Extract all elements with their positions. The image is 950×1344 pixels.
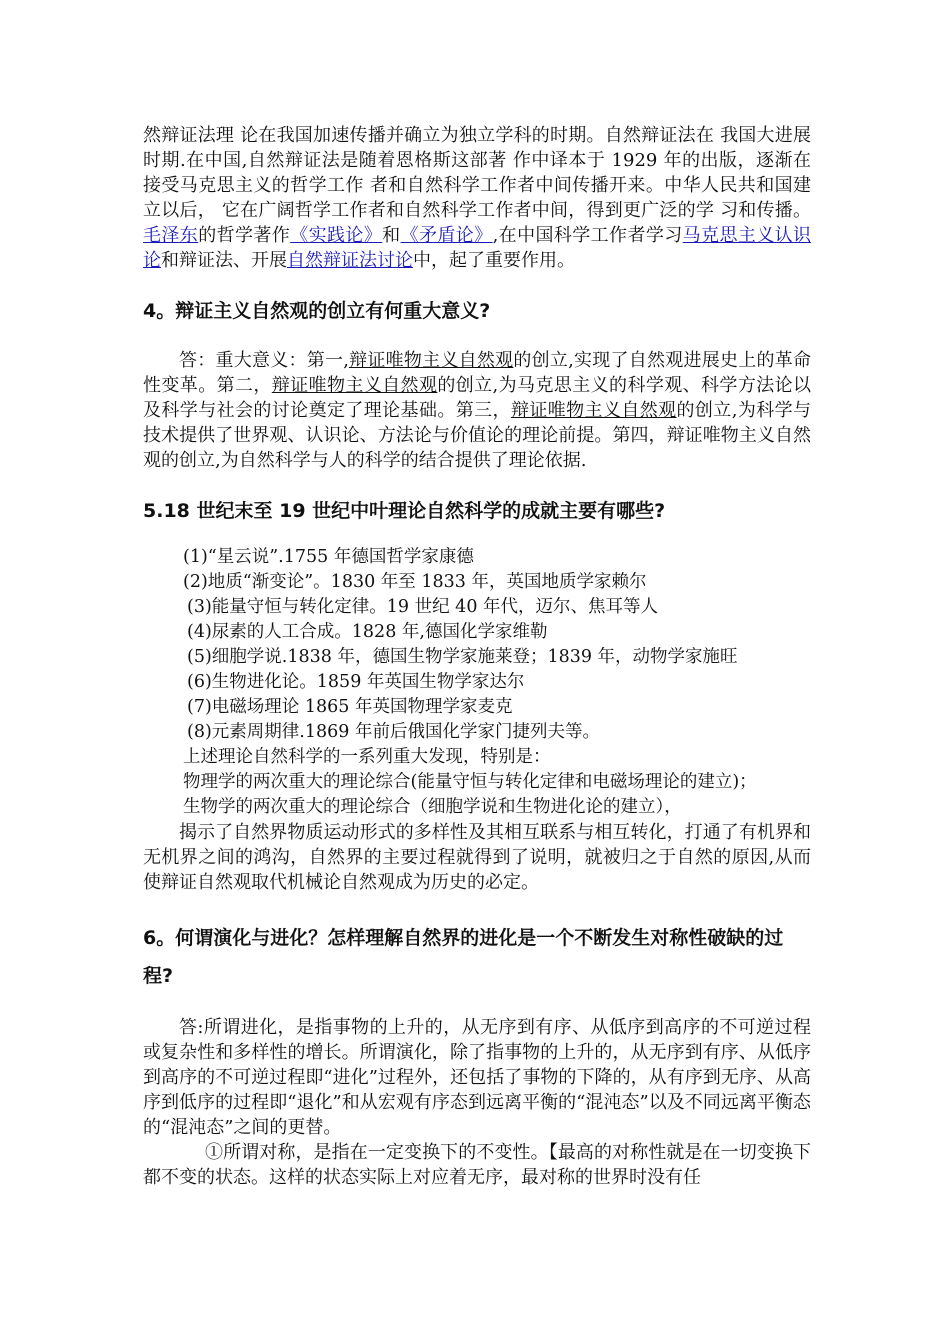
- summary-line-2: 物理学的两次重大的理论综合(能量守恒与转化定律和电磁场理论的建立)；: [183, 772, 757, 792]
- link-mao-zedong[interactable]: 毛泽东: [143, 225, 199, 246]
- question-4-answer: [143, 348, 811, 473]
- intro-text-4: ,在中国科学工作者学习: [492, 225, 683, 246]
- list-item: (4)尿素的人工合成。1828 年,德国化学家维勒: [187, 622, 548, 642]
- q4-text-2: 的创立,实现了自然观进展史上的革命性变革。第二，: [143, 350, 811, 396]
- intro-text-5: 和辩证法、开展: [161, 250, 287, 271]
- summary-line-1: 上述理论自然科学的一系列重大发现，特别是：: [183, 747, 551, 767]
- link-maodun-lun[interactable]: 《矛盾论》: [400, 225, 493, 246]
- question-6-heading: 6。何谓演化与进化？怎样理解自然界的进化是一个不断发生对称性破缺的过程?: [143, 927, 784, 987]
- list-item: (3)能量守恒与转化定律。19 世纪 40 年代，迈尔、焦耳等人: [187, 597, 659, 617]
- intro-text-6: 中，起了重要作用。: [413, 250, 575, 271]
- intro-paragraph: [143, 123, 811, 273]
- link-shijian-lun[interactable]: 《实践论》: [290, 225, 383, 246]
- list-item: (8)元素周期律.1869 年前后俄国化学家门捷列夫等。: [187, 722, 600, 742]
- achievement-list: [143, 545, 811, 745]
- q4-underlined-term-3: 辩证唯物主义自然观: [510, 400, 677, 421]
- question-6-answer: 答:所谓进化，是指事物的上升的，从无序到有序、从低序到高序的不可逆过程或复杂性和多样性的增长。所谓演化，除了指事物的上升的，从无序到有序、从低序到高序的不可逆过程即“进化”过程外，还包括了事物的下降的，从有序到无序、从高序到低序的过程即“退化”和从宏观有序态到远离平衡的“混沌态”以及不同远离平衡态的“混沌态”之间的更替。: [143, 1017, 811, 1138]
- intro-text-2: 的哲学著作: [198, 225, 291, 246]
- document-page: [143, 123, 811, 1190]
- list-item: (1)“星云说”.1755 年德国哲学家康德: [183, 547, 474, 567]
- summary-line-3: 生物学的两次重大的理论综合（细胞学说和生物进化论的建立），: [183, 797, 682, 817]
- q4-underlined-term-2: 辩证唯物主义自然观: [271, 375, 438, 396]
- link-marxist-epistemology[interactable]: 马克思主义认识论: [143, 225, 812, 271]
- q4-text-3: 的创立,为马克思主义的科学观、科学方法论以及科学与社会的讨论奠定了理论基础。第三，: [143, 375, 812, 421]
- q4-text-4: 的创立,为科学与技术提供了世界观、认识论、方法论与价值论的理论前提。第四，辩证唯物主义自然观的创立,为自然科学与人的科学的结合提供了理论依据.: [143, 400, 812, 471]
- symmetry-paragraph: ①所谓对称，是指在一定变换下的不变性。【最高的对称性就是在一切变换下都不变的状态。这样的状态实际上对应着无序，最对称的世界时没有任: [143, 1142, 811, 1188]
- list-item: (2)地质“渐变论”。1830 年至 1833 年，英国地质学家赖尔: [183, 572, 647, 592]
- q4-text-1: 答：重大意义：第一,: [179, 350, 349, 371]
- list-item: (7)电磁场理论 1865 年英国物理学家麦克: [187, 697, 513, 717]
- q4-underlined-term-1: 辩证唯物主义自然观: [348, 350, 514, 371]
- list-item: (5)细胞学说.1838 年，德国生物学家施莱登；1839 年，动物学家施旺: [187, 647, 738, 667]
- link-dialectics-of-nature-discussion[interactable]: 自然辩证法讨论: [287, 250, 413, 271]
- intro-text-1: 然辩证法理 论在我国加速传播并确立为独立学科的时期。自然辩证法在 我国大进展时期.在中国,自然辩证法是随着恩格斯这部著 作中译本于 1929 年的出版，逐渐在接受马克思主义的哲学工作 者和自然科学工作者中间传播开来。中华人民共和国建立以后， 它在广阔哲学工作者和自然科学工作者中间，得到更广泛的学 习和传播。: [143, 125, 811, 221]
- intro-text-3: 和: [382, 225, 401, 246]
- question-5-heading: 5.18 世纪末至 19 世纪中叶理论自然科学的成就主要有哪些?: [143, 500, 666, 522]
- conclusion-paragraph: 揭示了自然界物质运动形式的多样性及其相互联系与相互转化，打通了有机界和无机界之间的鸿沟，自然界的主要过程就得到了说明，就被归之于自然的原因,从而使辩证自然观取代机械论自然观成为历史的必定。: [143, 822, 811, 893]
- question-4-heading: 4。辩证主义自然观的创立有何重大意义?: [143, 300, 491, 322]
- list-item: (6)生物进化论。1859 年英国生物学家达尔: [187, 672, 525, 692]
